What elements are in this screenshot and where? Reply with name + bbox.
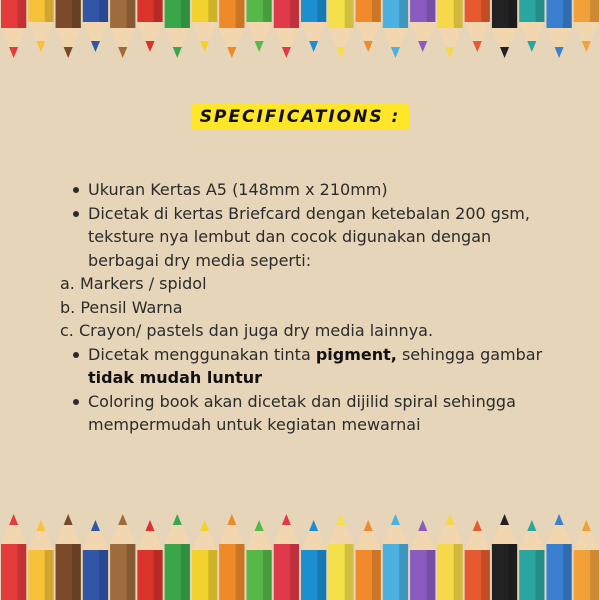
colored-pencil — [83, 520, 108, 600]
colored-pencil — [56, 0, 81, 58]
colored-pencil — [274, 514, 299, 600]
colored-pencil — [492, 0, 517, 58]
media-item-markers: a. Markers / spidol — [60, 274, 207, 293]
colored-pencil — [519, 0, 544, 52]
colored-pencil — [28, 0, 53, 52]
colored-pencil — [219, 514, 244, 600]
colored-pencil — [110, 0, 135, 58]
pencil-illustration — [0, 510, 600, 600]
ink-text-pre: Dicetak menggunakan tinta — [88, 344, 316, 364]
spec-item-binding: Coloring book akan dicetak dan dijilid spiral sehingga mempermudah untuk kegiatan mewarnai — [60, 390, 550, 437]
colored-pencil — [56, 514, 81, 600]
colored-pencil — [492, 514, 517, 600]
media-item-crayon: c. Crayon/ pastels dan juga dry media lainnya. — [60, 321, 434, 340]
colored-pencil — [28, 520, 53, 600]
ink-bold-not-fade: tidak mudah luntur — [88, 368, 263, 387]
colored-pencil — [246, 0, 271, 52]
ink-text-mid: sehingga gambar — [396, 344, 543, 364]
colored-pencil — [546, 0, 571, 58]
colored-pencil — [110, 514, 135, 600]
colored-pencil — [165, 514, 190, 600]
title-container — [0, 104, 600, 130]
colored-pencil — [356, 0, 381, 52]
colored-pencil — [192, 520, 217, 600]
colored-pencil — [574, 520, 599, 600]
colored-pencil — [165, 0, 190, 58]
spec-item-ink — [60, 343, 550, 390]
spec-item-paper-size: Ukuran Kertas A5 (148mm x 210mm) — [60, 178, 550, 202]
colored-pencil — [1, 514, 26, 600]
colored-pencil — [437, 514, 462, 600]
specifications-title: SPECIFICATIONS : — [191, 104, 410, 130]
colored-pencil — [383, 514, 408, 600]
colored-pencil — [83, 0, 108, 52]
colored-pencil — [574, 0, 599, 52]
colored-pencil — [246, 520, 271, 600]
colored-pencil — [137, 520, 162, 600]
specifications-list — [60, 178, 550, 437]
colored-pencil — [219, 0, 244, 58]
colored-pencil — [328, 0, 353, 58]
bottom-pencil-border — [0, 510, 600, 600]
top-pencil-border — [0, 0, 600, 70]
colored-pencil — [301, 520, 326, 600]
media-item-pencils: b. Pensil Warna — [60, 297, 183, 317]
ink-bold-pigment: pigment, — [315, 344, 397, 364]
colored-pencil — [410, 0, 435, 52]
colored-pencil — [1, 0, 26, 58]
colored-pencil — [192, 0, 217, 52]
colored-pencil — [546, 514, 571, 600]
colored-pencil — [410, 520, 435, 600]
colored-pencil — [274, 0, 299, 58]
colored-pencil — [465, 0, 490, 52]
colored-pencil — [328, 514, 353, 600]
pencil-illustration — [0, 0, 600, 70]
colored-pencil — [465, 520, 490, 600]
colored-pencil — [383, 0, 408, 58]
colored-pencil — [437, 0, 462, 58]
colored-pencil — [519, 520, 544, 600]
colored-pencil — [301, 0, 326, 52]
spec-item-paper-type: Dicetak di kertas Briefcard dengan ketebalan 200 gsm, teksture nya lembut dan cocok digunakan dengan berbagai dry media seperti: — [60, 202, 550, 273]
colored-pencil — [137, 0, 162, 52]
colored-pencil — [356, 520, 381, 600]
